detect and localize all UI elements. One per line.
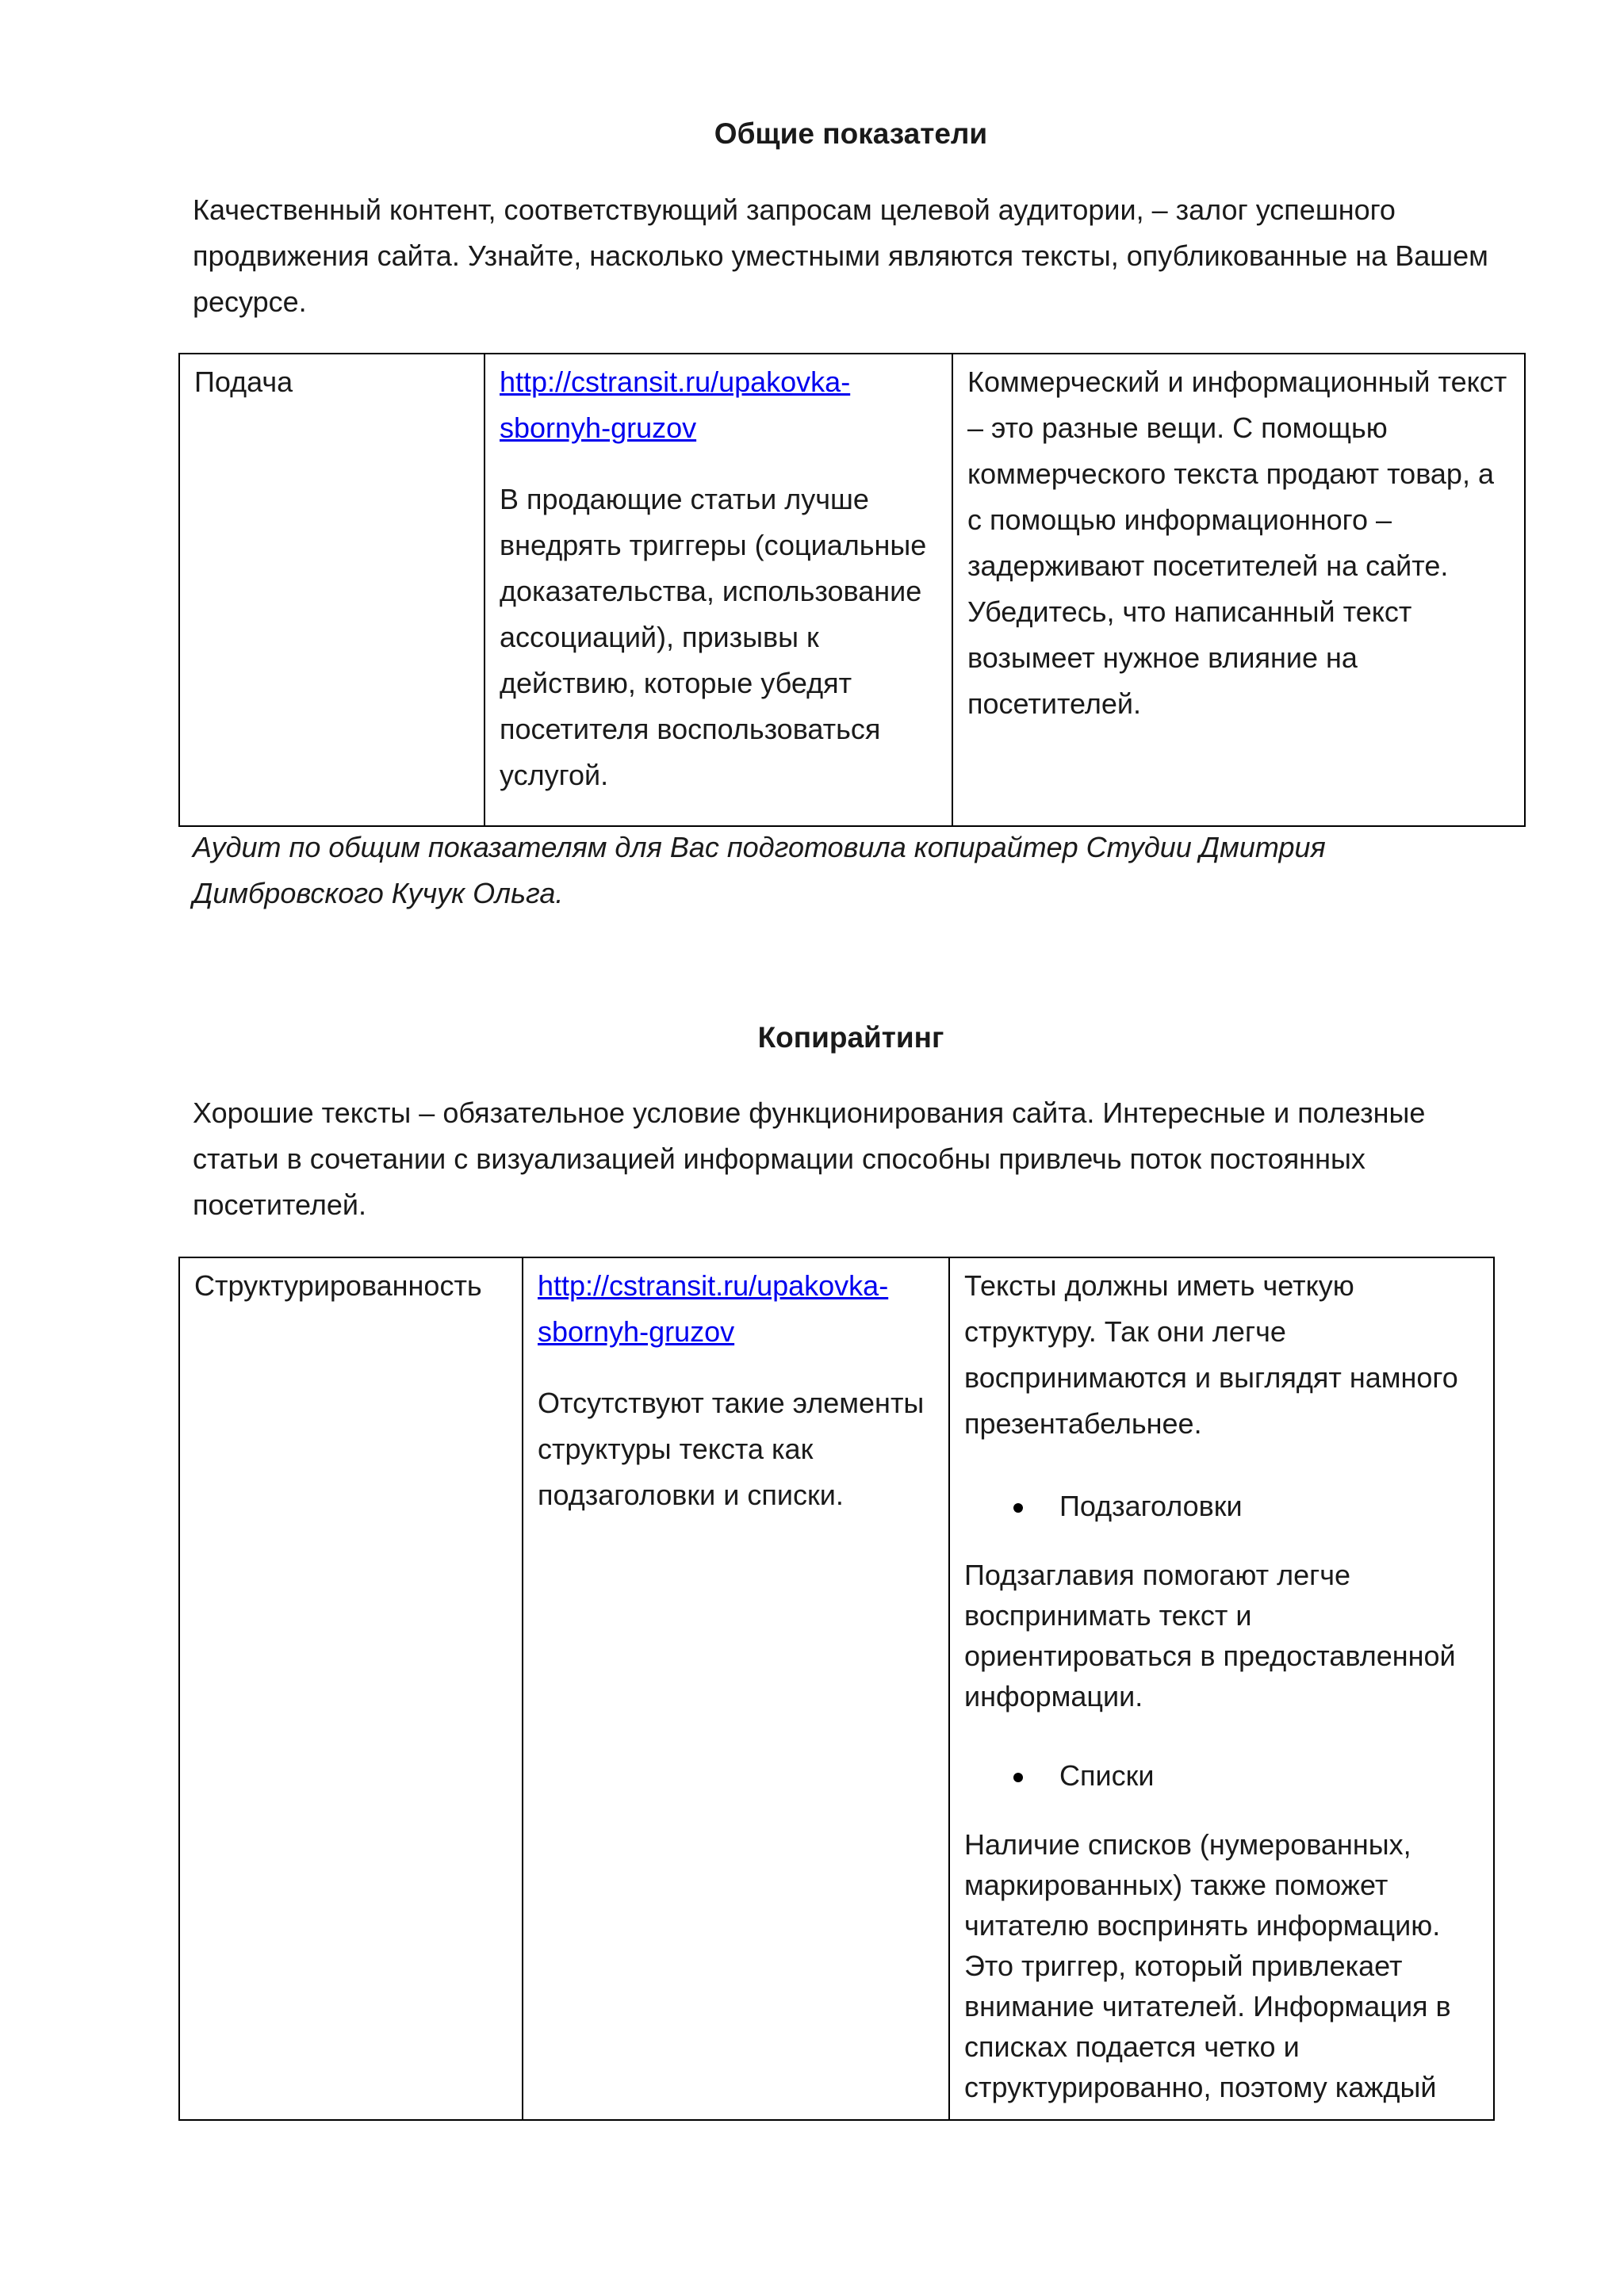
- section-title-copywriting: Копирайтинг: [757, 1021, 944, 1054]
- page-link[interactable]: http://cstransit.ru/upakovka-sbornyh-gruzov: [538, 1269, 889, 1348]
- finding-cell: [523, 1257, 949, 2120]
- finding-note: В продающие статьи лучше внедрять триггеры (социальные доказательства, использование ассоциаций), призывы к действию, которые убедят посетителя воспользоваться услугой.: [500, 483, 927, 791]
- section-intro-copywriting: Хорошие тексты – обязательное условие функционирования сайта. Интересные и полезные статьи в сочетании с визуализацией информации способны привлечь поток постоянных посетителей.: [193, 1096, 1426, 1221]
- bullet-icon: [1013, 1503, 1023, 1513]
- bullet-item: [964, 1483, 1479, 1529]
- recommendation-text: Коммерческий и информационный текст – это разные вещи. С помощью коммерческого текста продают товар, а с помощью информационного – задерживают посетителей на сайте. Убедитесь, что написанный текст возымеет нужное влияние на посетителей.: [967, 365, 1507, 720]
- page-link[interactable]: http://cstransit.ru/upakovka-sbornyh-gruzov: [500, 365, 851, 444]
- bullet-description: Подзаглавия помогают легче воспринимать текст и ориентироваться в предоставленной информации.: [964, 1559, 1456, 1712]
- finding-note: Отсутствуют такие элементы структуры текста как подзаголовки и списки.: [538, 1387, 925, 1511]
- table-row: [179, 1257, 1494, 2120]
- table-row: [179, 354, 1525, 826]
- criterion-label: Структурированность: [194, 1269, 482, 1302]
- bullet-description: Наличие списков (нумерованных, маркированных) также поможет читателю воспринять информацию. Это триггер, который привлекает внимание читателей. Информация в списках подается четко и структурированно, поэтому каждый: [964, 1828, 1451, 2103]
- finding-cell: [485, 354, 952, 826]
- criterion-label: Подача: [194, 365, 293, 398]
- audit-table-general: [178, 353, 1526, 827]
- criterion-cell: [179, 1257, 523, 2120]
- section-intro-general: Качественный контент, соответствующий запросам целевой аудитории, – залог успешного продвижения сайта. Узнайте, насколько уместными являются тексты, опубликованные на Вашем ресурсе.: [193, 193, 1488, 318]
- recommendation-cell: [952, 354, 1525, 826]
- criterion-cell: [179, 354, 485, 826]
- audit-table-copywriting: [178, 1257, 1495, 2121]
- section-title-general: Общие показатели: [714, 117, 988, 150]
- bullet-icon: [1013, 1773, 1023, 1782]
- recommendation-intro: Тексты должны иметь четкую структуру. Так они легче воспринимаются и выглядят намного презентабельнее.: [964, 1269, 1458, 1440]
- bullet-label-headings: Подзаголовки: [1059, 1490, 1243, 1522]
- audit-author-note: Аудит по общим показателям для Вас подготовила копирайтер Студии Дмитрия Димбровского Кучук Ольга.: [193, 831, 1326, 909]
- recommendation-cell: [949, 1257, 1494, 2120]
- bullet-label-lists: Списки: [1059, 1759, 1155, 1792]
- bullet-item: [964, 1753, 1479, 1799]
